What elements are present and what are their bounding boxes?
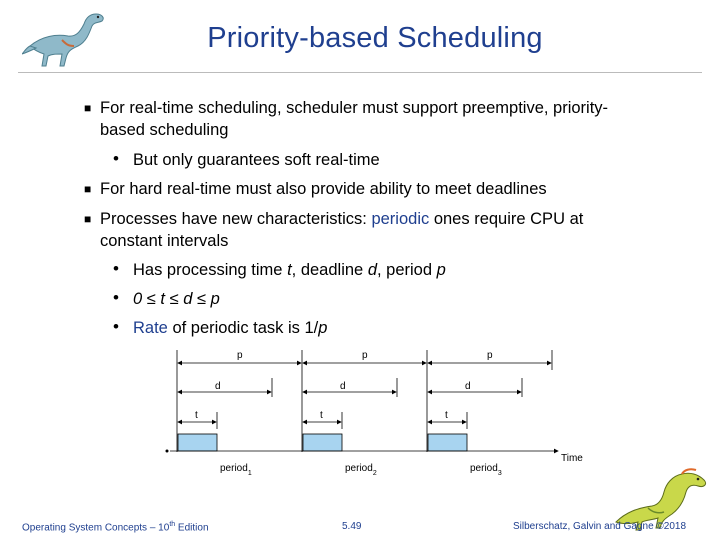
time-axis-label: Time <box>561 453 583 464</box>
rate-highlight: Rate <box>133 319 168 337</box>
cpu-burst-3 <box>428 434 467 451</box>
d-arrow-3 <box>428 378 522 397</box>
text: , period <box>377 261 437 279</box>
period-label-1: period$_1$ <box>220 463 252 477</box>
var-d: d <box>367 261 377 279</box>
text: Operating System Concepts – 10 <box>22 522 170 534</box>
text: of periodic task is 1/ <box>167 319 319 337</box>
p-arrow-3 <box>428 350 551 363</box>
square-bullet-icon: ■ <box>84 182 92 196</box>
bullet-3-text-b: ones require CPU at <box>429 210 584 228</box>
t-arrow-1 <box>178 410 217 429</box>
bullet-3-text-a: Processes have new characteristics: <box>100 210 372 228</box>
period-label-3: period$_3$ <box>470 463 502 477</box>
t-label: t <box>445 410 448 421</box>
p-arrow-2 <box>303 350 426 363</box>
square-bullet-icon: ■ <box>84 101 92 115</box>
sub-bullet-3 <box>113 288 220 310</box>
d-arrow-1 <box>178 378 272 397</box>
d-arrow-2 <box>303 378 397 397</box>
d-label: d <box>340 381 346 392</box>
dot-bullet-icon: • <box>113 149 119 168</box>
periodic-task-diagram <box>160 345 590 480</box>
slide-number: 5.49 <box>342 521 362 532</box>
t-label: t <box>195 410 198 421</box>
sub-bullet-1 <box>113 149 380 171</box>
page-title: Priority-based Scheduling <box>207 22 543 54</box>
cpu-burst-2 <box>303 434 342 451</box>
dot-bullet-icon: • <box>113 259 119 278</box>
square-bullet-icon: ■ <box>84 212 92 226</box>
footer-authors: Silberschatz, Galvin and Gagne ©2018 <box>513 521 687 532</box>
bullet-3-line-2: constant intervals <box>100 232 229 250</box>
sub-bullet-1-text: But only guarantees soft real-time <box>133 151 380 169</box>
bullet-2 <box>84 178 660 200</box>
cpu-burst-1 <box>178 434 217 451</box>
text: Edition <box>175 522 209 534</box>
t-label: t <box>320 410 323 421</box>
var-t: t <box>287 261 292 279</box>
bullet-1-line-1: For real-time scheduling, scheduler must support preemptive, priority- <box>100 99 609 117</box>
p-label: p <box>237 350 243 361</box>
periodic-highlight: periodic <box>371 210 430 228</box>
var-p: p <box>436 261 446 279</box>
d-label: d <box>215 381 221 392</box>
p-label: p <box>487 350 493 361</box>
t-arrow-2 <box>303 410 342 429</box>
p-arrow-1 <box>178 350 301 363</box>
time-origin-dot <box>166 450 169 453</box>
period-label-2: period$_2$ <box>345 463 377 477</box>
superscript: th <box>169 521 176 528</box>
bullet-1 <box>84 97 660 141</box>
sub-bullet-2 <box>113 259 446 281</box>
dot-bullet-icon: • <box>113 317 119 336</box>
text: Has processing time <box>133 261 288 279</box>
d-label: d <box>465 381 471 392</box>
footer-book-title <box>22 521 209 533</box>
title-divider <box>18 72 702 73</box>
p-label: p <box>362 350 368 361</box>
bullet-1-line-2: based scheduling <box>100 121 229 139</box>
text: , deadline <box>291 261 368 279</box>
bullet-3 <box>84 208 660 252</box>
sub-bullet-4 <box>113 317 328 339</box>
t-arrow-3 <box>428 410 467 429</box>
var-p: p <box>318 319 328 337</box>
dot-bullet-icon: • <box>113 288 119 307</box>
inequality-text: 0 ≤ t ≤ d ≤ p <box>133 290 220 308</box>
bullet-2-text: For hard real-time must also provide ability to meet deadlines <box>100 180 547 198</box>
